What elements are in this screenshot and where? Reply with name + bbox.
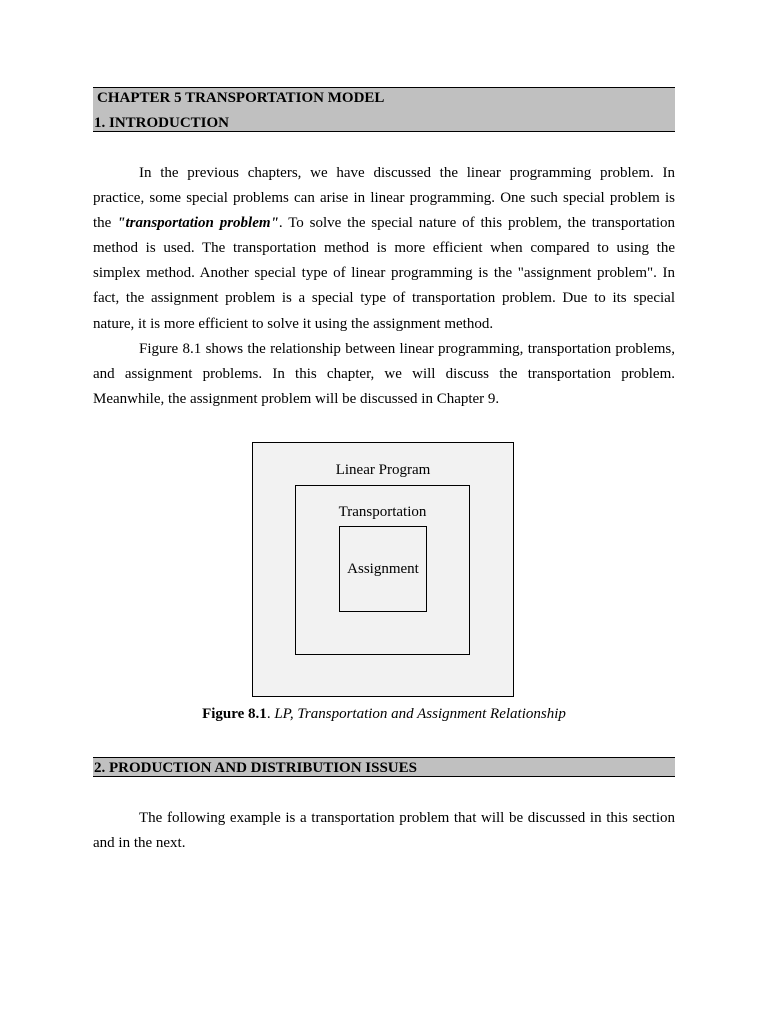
section-heading-production-distribution: 2. PRODUCTION AND DISTRIBUTION ISSUES [94,760,417,776]
section-2-header [93,757,675,777]
figure-caption [93,705,675,723]
section-2-paragraph-1: The following example is a transportation problem that will be discussed in this section and in the next. [93,810,675,852]
transportation-problem-term: "transportation problem" [117,215,279,232]
section-heading-introduction: 1. INTRODUCTION [94,115,230,131]
figure-caption-number: Figure 8.1 [202,706,267,722]
figure-caption-separator: . [266,706,275,722]
assignment-label: Assignment [347,561,419,577]
intro-paragraph-1 [93,161,675,337]
intro-paragraph-2: Figure 8.1 shows the relationship between linear programming, transportation problems, and assignment problems. In this chapter, we will discuss the transportation problem. Meanwhile, the assignment problem will be discussed in Chapter 9. [93,341,675,408]
chapter-title: CHAPTER 5 TRANSPORTATION MODEL [97,90,385,106]
chapter-header [93,87,675,132]
figure-caption-text: LP, Transportation and Assignment Relationship [274,706,566,722]
intro-paragraph-1-text-b: . To solve the special nature of this problem, the transportation method is used. The transportation method is more efficient when compared to using the simplex method. Another special type of linear programming is the "assignment problem". In fact, the assignment problem is a special type of transportation problem. Due to its special nature, it is more efficient to solve it using the assignment method. [93,215,676,332]
linear-program-label: Linear Program [335,462,431,478]
intro-paragraph-1-text-a: In the previous chapters, we have discussed the linear programming problem. In practice, some special problems can arise in linear programming. One such special problem is the [93,165,675,232]
transportation-label: Transportation [338,504,427,520]
